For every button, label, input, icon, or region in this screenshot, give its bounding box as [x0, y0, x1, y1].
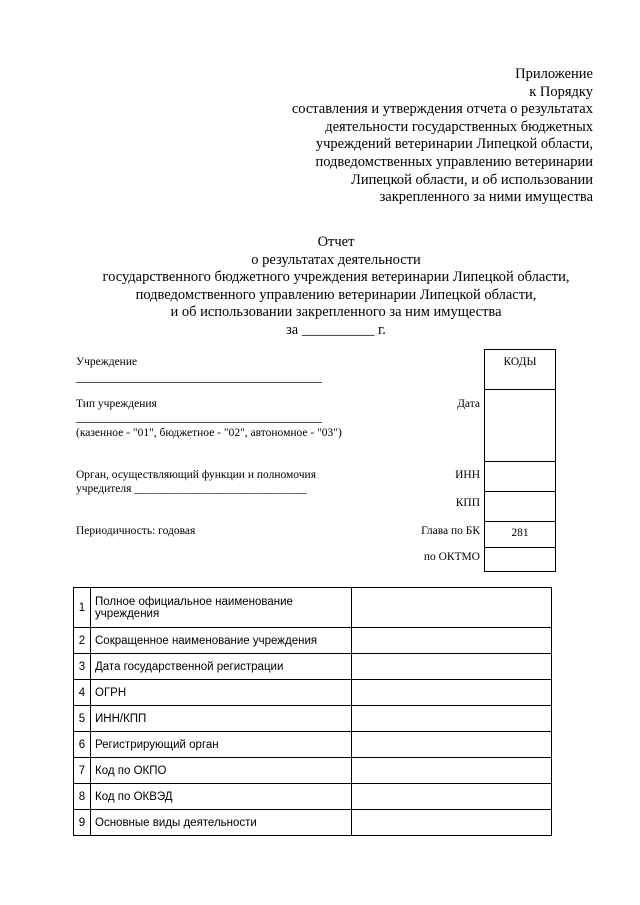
institution-label: Учреждение — [76, 356, 138, 368]
row-label: Сокращенное наименование учреждения — [91, 628, 352, 654]
title-line: Отчет — [317, 234, 355, 250]
row-value[interactable] — [352, 732, 552, 758]
type-label: Тип учреждения — [76, 398, 157, 410]
title-line: о результатах деятельности — [251, 251, 421, 268]
title-line: и об использовании закрепленного за ним имущества — [170, 304, 502, 321]
chapter-label: Глава по БК — [421, 525, 480, 537]
row-number: 3 — [74, 654, 91, 680]
title-line: за __________ г. — [286, 321, 386, 338]
appendix-line: закрепленного за ними имущества — [379, 189, 593, 206]
row-value[interactable] — [352, 810, 552, 836]
row-label: ОГРН — [91, 680, 352, 706]
title-line: подведомственного управлению ветеринарии Липецкой области, — [135, 286, 537, 303]
row-label: Код по ОКВЭД — [91, 784, 352, 810]
kpp-cell[interactable] — [485, 491, 555, 522]
type-field[interactable] — [76, 422, 322, 423]
periodicity: Периодичность: годовая — [76, 525, 196, 537]
chapter-value: 281 — [511, 527, 529, 539]
row-number: 7 — [74, 758, 91, 784]
founder-label: Орган, осуществляющий функции и полномочия — [76, 469, 316, 481]
institution-field[interactable] — [76, 382, 322, 383]
chapter-cell[interactable] — [485, 521, 555, 548]
codes-box — [484, 349, 556, 572]
row-number: 6 — [74, 732, 91, 758]
date-cell[interactable] — [485, 389, 555, 462]
row-value[interactable] — [352, 628, 552, 654]
appendix-line: к Порядку — [529, 83, 593, 100]
date-label: Дата — [457, 398, 480, 410]
appendix-line: подведомственных управлению ветеринарии — [315, 153, 593, 170]
row-label: Регистрирующий орган — [91, 732, 352, 758]
appendix-line: учреждений ветеринарии Липецкой области, — [315, 136, 593, 153]
inn-cell[interactable] — [485, 461, 555, 492]
row-label: ИНН/КПП — [91, 706, 352, 732]
table-row — [74, 810, 552, 836]
appendix-line: Липецкой области, и об использовании — [351, 171, 593, 188]
founder-label-word: учредителя — [76, 483, 132, 495]
table-row — [74, 758, 552, 784]
appendix-line: составления и утверждения отчета о результатах — [291, 101, 593, 118]
appendix-line: деятельности государственных бюджетных — [325, 118, 593, 135]
row-number: 5 — [74, 706, 91, 732]
row-label: Основные виды деятельности — [91, 810, 352, 836]
title-line: государственного бюджетного учреждения ветеринарии Липецкой области, — [102, 269, 570, 286]
founder-label-2 — [76, 483, 307, 495]
codes-header: КОДЫ — [503, 356, 537, 368]
row-value[interactable] — [352, 758, 552, 784]
row-value[interactable] — [352, 680, 552, 706]
row-label: Полное официальное наименование учреждения — [91, 588, 352, 628]
row-number: 1 — [74, 588, 91, 628]
row-label: Дата государственной регистрации — [91, 654, 352, 680]
row-value[interactable] — [352, 706, 552, 732]
oktmo-cell[interactable] — [485, 547, 555, 574]
row-value[interactable] — [352, 654, 552, 680]
row-number: 2 — [74, 628, 91, 654]
row-number: 8 — [74, 784, 91, 810]
table-row — [74, 680, 552, 706]
table-row — [74, 654, 552, 680]
row-value[interactable] — [352, 784, 552, 810]
type-note: (казенное - "01", бюджетное - "02", автономное - "03") — [76, 427, 342, 439]
inn-label: ИНН — [455, 469, 480, 481]
row-number: 9 — [74, 810, 91, 836]
row-number: 4 — [74, 680, 91, 706]
oktmo-label: по ОКТМО — [423, 551, 480, 563]
table-row — [74, 784, 552, 810]
appendix-line: Приложение — [515, 66, 593, 82]
table-row — [74, 732, 552, 758]
appendix-header — [292, 66, 593, 207]
info-table — [73, 587, 552, 836]
table-row — [74, 706, 552, 732]
table-row — [74, 588, 552, 628]
founder-field[interactable]: ______________________________ — [134, 483, 307, 495]
kpp-label: КПП — [455, 497, 480, 509]
row-label: Код по ОКПО — [91, 758, 352, 784]
table-row — [74, 628, 552, 654]
report-title — [60, 234, 612, 340]
row-value[interactable] — [352, 588, 552, 628]
